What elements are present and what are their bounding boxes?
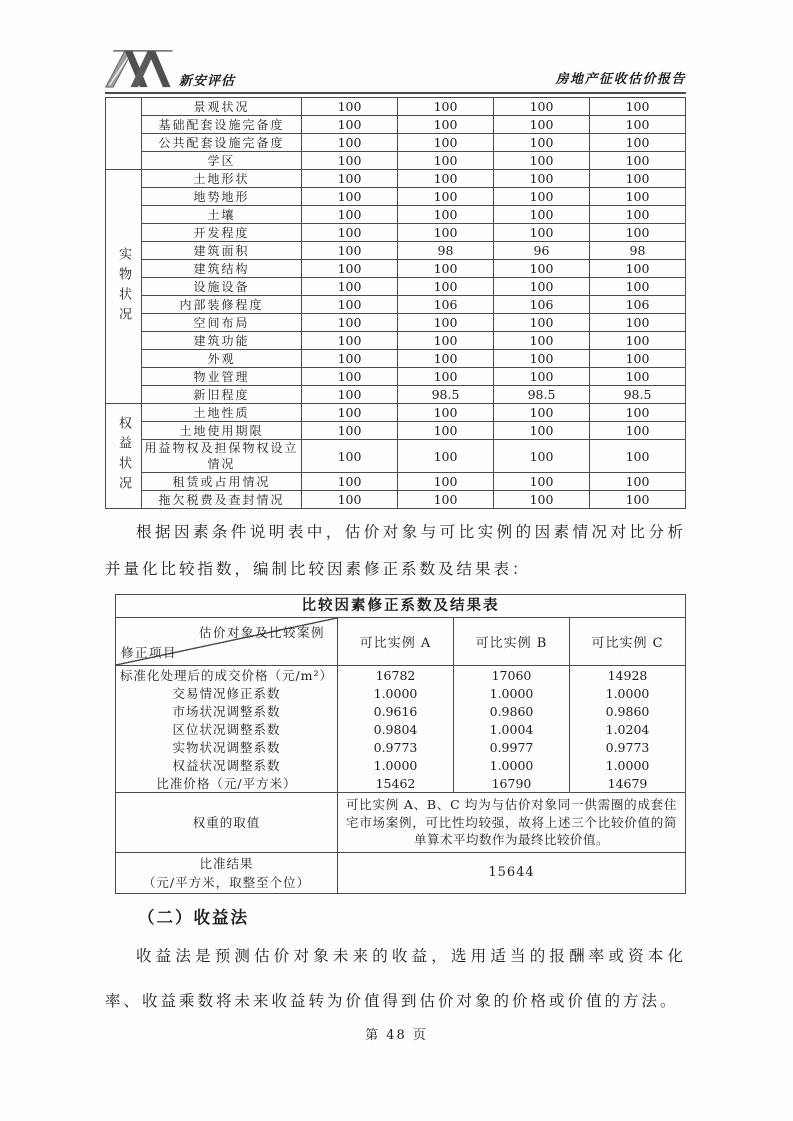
factor-score-case-a: 100 [398, 152, 494, 169]
row-value-case-c: 1.0000 [605, 757, 650, 773]
result-label-line2: （元/平方米，取整至个位） [142, 874, 311, 890]
report-title: 房地产征收估价报告 [555, 72, 686, 87]
factor-score-case-a: 100 [398, 224, 494, 241]
factor-score-subject: 100 [302, 188, 398, 205]
factor-row [142, 223, 685, 241]
factor-score-case-a: 100 [398, 98, 494, 115]
factor-score-case-b: 100 [494, 422, 590, 439]
factor-row [142, 187, 685, 205]
result-label [116, 853, 338, 893]
row-label: 市场状况调整系数 [116, 702, 338, 720]
factor-score-case-a: 100 [398, 170, 494, 187]
table-row [116, 684, 685, 702]
group-rows [142, 404, 685, 508]
page-header [105, 46, 686, 94]
factor-score-case-c: 100 [625, 315, 650, 330]
factor-score-case-a: 100 [398, 260, 494, 277]
factor-score-case-c: 100 [625, 189, 650, 204]
group-label: 实物状况 [116, 246, 131, 327]
row-value-case-b: 1.0000 [454, 684, 570, 702]
factor-name: 物业管理 [142, 368, 302, 385]
factor-score-subject: 100 [302, 332, 398, 349]
factor-score-case-b: 100 [494, 491, 590, 508]
table-body [116, 665, 685, 792]
factor-score-case-b: 100 [494, 440, 590, 472]
table-title: 比较因素修正系数及结果表 [301, 597, 500, 614]
factor-score-subject: 100 [302, 296, 398, 313]
factor-score-case-a: 100 [398, 278, 494, 295]
company-logo-icon [105, 48, 175, 90]
weight-label: 权重的取值 [116, 793, 338, 852]
factor-score-subject: 100 [302, 350, 398, 367]
factor-name: 空间布局 [142, 314, 302, 331]
factor-score-subject: 100 [302, 278, 398, 295]
factor-name: 公共配套设施完备度 [142, 134, 302, 151]
factor-score-subject: 100 [302, 224, 398, 241]
factor-score-case-a: 100 [398, 332, 494, 349]
row-value-case-c: 0.9860 [605, 703, 650, 719]
row-value-case-a: 0.9773 [338, 738, 454, 756]
header-brand [105, 48, 235, 90]
factor-score-case-c: 100 [625, 99, 650, 114]
factor-name: 内部装修程度 [142, 296, 302, 313]
factor-score-case-b: 100 [494, 332, 590, 349]
factor-name: 地势地形 [142, 188, 302, 205]
corner-cell [116, 618, 338, 665]
factor-name: 拖欠税费及查封情况 [142, 491, 302, 508]
factor-score-case-b: 100 [494, 188, 590, 205]
result-value: 15644 [488, 865, 535, 880]
factor-name: 租赁或占用情况 [142, 473, 302, 490]
factor-score-case-a: 100 [398, 188, 494, 205]
factor-row [142, 313, 685, 331]
factor-score-case-a: 100 [398, 314, 494, 331]
factor-score-case-c: 100 [625, 225, 650, 240]
factor-group-physical [106, 169, 685, 403]
table-header-row [116, 617, 685, 665]
factor-row [142, 295, 685, 313]
page-number: 第 48 页 [365, 1028, 428, 1043]
factor-score-case-c: 100 [625, 153, 650, 168]
factor-row [142, 259, 685, 277]
row-value-case-a: 16782 [338, 666, 454, 684]
group-label: 权益状况 [116, 416, 131, 496]
factor-name: 土地形状 [142, 170, 302, 187]
factor-name: 土地使用期限 [142, 422, 302, 439]
factor-score-case-c: 100 [625, 492, 650, 507]
factor-score-case-c: 100 [625, 448, 650, 464]
table-row [116, 738, 685, 756]
row-value-case-c: 1.0000 [605, 685, 650, 701]
corner-label-items: 修正项目 [121, 645, 178, 660]
factor-score-case-b: 100 [494, 206, 590, 223]
row-label: 权益状况调整系数 [116, 756, 338, 774]
weight-row [116, 792, 685, 852]
factor-score-case-b: 100 [494, 278, 590, 295]
group-label-cell [106, 404, 142, 508]
factor-score-case-b: 100 [494, 116, 590, 133]
factor-row [142, 241, 685, 259]
factor-row [142, 349, 685, 367]
factor-score-case-b: 98.5 [494, 386, 590, 403]
factor-name: 新旧程度 [142, 386, 302, 403]
factor-score-case-a: 100 [398, 206, 494, 223]
factor-score-case-b: 100 [494, 368, 590, 385]
group-label-cell [106, 98, 142, 169]
factor-name: 建筑面积 [142, 242, 302, 259]
factor-name: 设施设备 [142, 278, 302, 295]
factor-score-subject: 100 [302, 116, 398, 133]
factor-score-case-c: 100 [625, 117, 650, 132]
factor-score-subject: 100 [302, 368, 398, 385]
factor-score-case-a: 100 [398, 350, 494, 367]
factor-score-subject: 100 [302, 260, 398, 277]
factor-score-case-c: 100 [625, 171, 650, 186]
factor-name: 景观状况 [142, 98, 302, 115]
analysis-paragraph: 根据因素条件说明表中，估价对象与可比实例的因素情况对比分析并量化比较指数，编制比较因素修正系数及结果表： [105, 523, 686, 578]
row-label: 交易情况修正系数 [116, 684, 338, 702]
factor-score-case-a: 100 [398, 440, 494, 472]
factor-score-subject: 100 [302, 404, 398, 421]
row-value-case-a: 1.0000 [338, 756, 454, 774]
factor-score-subject: 100 [302, 473, 398, 490]
factor-score-case-b: 100 [494, 170, 590, 187]
factor-name: 土壤 [142, 206, 302, 223]
row-value-case-c: 14679 [607, 775, 648, 791]
corner-label-cases: 估价对象及比较案例 [198, 625, 325, 640]
factor-score-case-b: 100 [494, 134, 590, 151]
row-value-case-c: 1.0204 [605, 721, 650, 737]
factor-score-case-a: 100 [398, 473, 494, 490]
factor-row [142, 404, 685, 421]
factor-group-location [106, 98, 685, 169]
factor-score-subject: 100 [302, 422, 398, 439]
factor-score-case-a: 106 [398, 296, 494, 313]
factor-name: 开发程度 [142, 224, 302, 241]
factor-name: 建筑结构 [142, 260, 302, 277]
row-value-case-c: 0.9773 [605, 739, 650, 755]
factor-score-subject: 100 [302, 206, 398, 223]
factor-row [142, 205, 685, 223]
factor-score-case-b: 100 [494, 224, 590, 241]
factor-row [142, 421, 685, 439]
correction-results-table [115, 594, 686, 894]
factor-score-subject: 100 [302, 491, 398, 508]
factor-name: 建筑功能 [142, 332, 302, 349]
row-value-case-b: 16790 [454, 774, 570, 792]
factor-score-subject: 100 [302, 134, 398, 151]
row-label: 比准价格（元/平方米） [116, 774, 338, 792]
factor-score-case-c: 100 [625, 369, 650, 384]
factor-row [142, 367, 685, 385]
factor-name: 土地性质 [142, 404, 302, 421]
table-row [116, 702, 685, 720]
factor-row [142, 439, 685, 472]
row-label: 区位状况调整系数 [116, 720, 338, 738]
factor-score-case-c: 100 [625, 405, 650, 420]
row-value-case-a: 0.9804 [338, 720, 454, 738]
factor-score-subject: 100 [302, 170, 398, 187]
factor-score-subject: 100 [302, 242, 398, 259]
result-label-line1: 比准结果 [199, 855, 254, 871]
row-value-case-a: 1.0000 [338, 684, 454, 702]
factor-row [142, 277, 685, 295]
factor-score-case-b: 100 [494, 314, 590, 331]
factor-score-case-a: 98 [398, 242, 494, 259]
row-value-case-b: 1.0004 [454, 720, 570, 738]
factor-score-subject: 100 [302, 386, 398, 403]
factor-name: 基础配套设施完备度 [142, 116, 302, 133]
factor-score-case-c: 100 [625, 351, 650, 366]
factor-row [142, 151, 685, 169]
row-value-case-b: 17060 [454, 666, 570, 684]
column-header-case-b: 可比实例 B [454, 618, 570, 665]
factor-score-case-b: 100 [494, 350, 590, 367]
factor-row [142, 170, 685, 187]
factor-row [142, 385, 685, 403]
group-rows [142, 98, 685, 169]
weight-description: 可比实例 A、B、C 均为与估价对象同一供需圈的成套住宅市场案例，可比性均较强，故将上述三个比较价值的简单算术平均数作为最终比较价值。 [346, 797, 677, 847]
row-label: 标准化处理后的成交价格（元/m²） [116, 666, 338, 684]
factor-score-case-c: 98.5 [623, 387, 652, 402]
column-header-case-c: 可比实例 C [591, 636, 664, 651]
factor-score-case-b: 96 [494, 242, 590, 259]
factor-score-case-a: 100 [398, 368, 494, 385]
table-row [116, 666, 685, 684]
row-value-case-a: 15462 [338, 774, 454, 792]
company-name: 新安评估 [179, 74, 236, 89]
factor-row [142, 98, 685, 115]
factor-row [142, 490, 685, 508]
factor-score-case-c: 100 [625, 135, 650, 150]
factor-score-case-c: 100 [625, 207, 650, 222]
factor-score-case-a: 100 [398, 134, 494, 151]
factor-score-case-b: 100 [494, 404, 590, 421]
factor-score-subject: 100 [302, 314, 398, 331]
table-row [116, 774, 685, 792]
factor-score-case-a: 100 [398, 404, 494, 421]
row-value-case-b: 0.9977 [454, 738, 570, 756]
factor-score-case-a: 98.5 [398, 386, 494, 403]
factor-score-case-b: 100 [494, 473, 590, 490]
section-heading-income-method: （二）收益法 [138, 907, 249, 927]
factor-name: 学区 [142, 152, 302, 169]
row-value-case-b: 0.9860 [454, 702, 570, 720]
row-value-case-c: 14928 [607, 667, 648, 683]
table-row [116, 720, 685, 738]
factor-score-case-c: 100 [625, 279, 650, 294]
factor-score-case-c: 106 [625, 297, 650, 312]
factor-score-case-b: 100 [494, 260, 590, 277]
factor-score-subject: 100 [302, 152, 398, 169]
row-value-case-b: 1.0000 [454, 756, 570, 774]
factor-score-case-b: 100 [494, 152, 590, 169]
group-rows [142, 170, 685, 403]
row-value-case-a: 0.9616 [338, 702, 454, 720]
result-row [116, 852, 685, 893]
factor-score-case-a: 100 [398, 491, 494, 508]
factor-score-case-b: 106 [494, 296, 590, 313]
factor-score-case-c: 98 [629, 243, 646, 258]
factor-score-case-b: 100 [494, 98, 590, 115]
factor-row [142, 472, 685, 490]
income-method-paragraph: 收益法是预测估价对象未来的收益，选用适当的报酬率或资本化率、收益乘数将未来收益转为价值得到估价对象的价格或价值的方法。 [105, 946, 686, 1010]
table-row [116, 756, 685, 774]
factor-name: 用益物权及担保物权设立情况 [142, 440, 302, 472]
factor-score-case-a: 100 [398, 116, 494, 133]
factor-row [142, 133, 685, 151]
factor-score-case-c: 100 [625, 261, 650, 276]
factor-row [142, 115, 685, 133]
factor-score-subject: 100 [302, 440, 398, 472]
factor-score-case-c: 100 [625, 423, 650, 438]
row-label: 实物状况调整系数 [116, 738, 338, 756]
factor-group-rights [106, 403, 685, 508]
factor-score-case-a: 100 [398, 422, 494, 439]
factor-name: 外观 [142, 350, 302, 367]
factor-score-case-c: 100 [625, 474, 650, 489]
factor-row [142, 331, 685, 349]
factor-score-subject: 100 [302, 98, 398, 115]
factor-score-table [105, 97, 686, 509]
factor-score-case-c: 100 [625, 333, 650, 348]
group-label-cell [106, 170, 142, 403]
column-header-case-a: 可比实例 A [338, 618, 454, 665]
